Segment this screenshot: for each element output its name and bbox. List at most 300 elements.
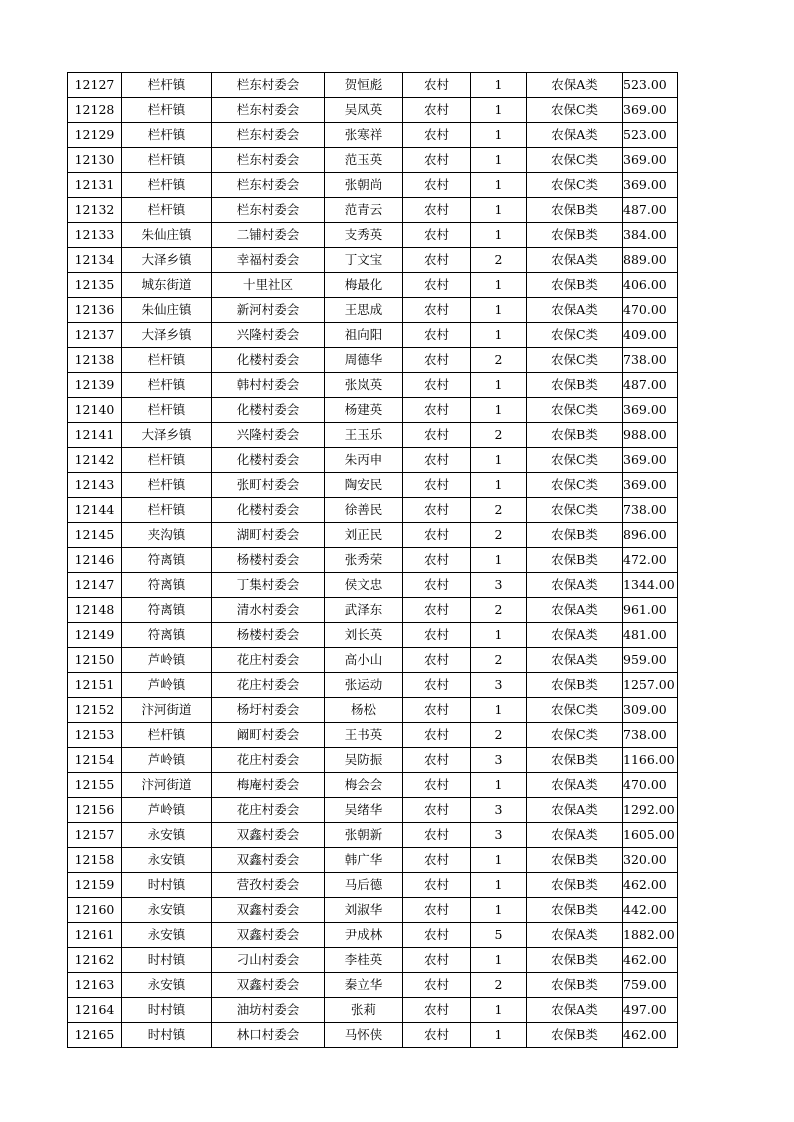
- table-row: [68, 648, 678, 673]
- household-count-cell: 1: [471, 448, 527, 473]
- amount-cell: 462.00: [623, 1023, 678, 1048]
- household-count-cell: 1: [471, 1023, 527, 1048]
- area-type-cell: 农村: [403, 973, 471, 998]
- amount-cell: 369.00: [623, 473, 678, 498]
- household-count-cell: 1: [471, 998, 527, 1023]
- household-count-cell: 1: [471, 773, 527, 798]
- village-cell: 梅庵村委会: [212, 773, 325, 798]
- record-id-cell: 12151: [68, 673, 122, 698]
- name-cell: 范玉英: [325, 148, 403, 173]
- name-cell: 朱丙申: [325, 448, 403, 473]
- table-row: [68, 948, 678, 973]
- household-count-cell: 2: [471, 648, 527, 673]
- area-type-cell: 农村: [403, 598, 471, 623]
- insurance-class-cell: 农保A类: [527, 773, 623, 798]
- name-cell: 侯文忠: [325, 573, 403, 598]
- household-count-cell: 2: [471, 598, 527, 623]
- household-count-cell: 1: [471, 298, 527, 323]
- area-type-cell: 农村: [403, 323, 471, 348]
- amount-cell: 369.00: [623, 398, 678, 423]
- town-cell: 永安镇: [122, 923, 212, 948]
- record-id-cell: 12143: [68, 473, 122, 498]
- area-type-cell: 农村: [403, 448, 471, 473]
- table-row: [68, 573, 678, 598]
- insurance-class-cell: 农保B类: [527, 373, 623, 398]
- town-cell: 永安镇: [122, 823, 212, 848]
- town-cell: 大泽乡镇: [122, 248, 212, 273]
- household-count-cell: 3: [471, 673, 527, 698]
- area-type-cell: 农村: [403, 873, 471, 898]
- name-cell: 梅会会: [325, 773, 403, 798]
- record-id-cell: 12142: [68, 448, 122, 473]
- village-cell: 阚町村委会: [212, 723, 325, 748]
- area-type-cell: 农村: [403, 623, 471, 648]
- area-type-cell: 农村: [403, 748, 471, 773]
- name-cell: 马怀侠: [325, 1023, 403, 1048]
- household-count-cell: 1: [471, 173, 527, 198]
- village-cell: 花庄村委会: [212, 748, 325, 773]
- area-type-cell: 农村: [403, 798, 471, 823]
- amount-cell: 481.00: [623, 623, 678, 648]
- name-cell: 马后德: [325, 873, 403, 898]
- village-cell: 兴隆村委会: [212, 323, 325, 348]
- village-cell: 栏东村委会: [212, 123, 325, 148]
- household-count-cell: 1: [471, 98, 527, 123]
- household-count-cell: 1: [471, 73, 527, 98]
- record-id-cell: 12138: [68, 348, 122, 373]
- table-row: [68, 448, 678, 473]
- name-cell: 张岚英: [325, 373, 403, 398]
- insurance-class-cell: 农保B类: [527, 898, 623, 923]
- table-row: [68, 373, 678, 398]
- area-type-cell: 农村: [403, 473, 471, 498]
- insurance-class-cell: 农保C类: [527, 498, 623, 523]
- town-cell: 朱仙庄镇: [122, 298, 212, 323]
- insurance-class-cell: 农保B类: [527, 223, 623, 248]
- name-cell: 王书英: [325, 723, 403, 748]
- name-cell: 刘正民: [325, 523, 403, 548]
- village-cell: 栏东村委会: [212, 73, 325, 98]
- town-cell: 栏杆镇: [122, 173, 212, 198]
- area-type-cell: 农村: [403, 673, 471, 698]
- insurance-class-cell: 农保A类: [527, 923, 623, 948]
- name-cell: 丁文宝: [325, 248, 403, 273]
- insurance-class-cell: 农保B类: [527, 973, 623, 998]
- table-row: [68, 898, 678, 923]
- amount-cell: 369.00: [623, 448, 678, 473]
- record-id-cell: 12141: [68, 423, 122, 448]
- area-type-cell: 农村: [403, 73, 471, 98]
- insurance-class-cell: 农保A类: [527, 123, 623, 148]
- amount-cell: 409.00: [623, 323, 678, 348]
- table-row: [68, 523, 678, 548]
- insurance-class-cell: 农保C类: [527, 173, 623, 198]
- village-cell: 杨圩村委会: [212, 698, 325, 723]
- table-row: [68, 823, 678, 848]
- household-count-cell: 1: [471, 623, 527, 648]
- village-cell: 化楼村委会: [212, 498, 325, 523]
- household-count-cell: 1: [471, 373, 527, 398]
- record-id-cell: 12157: [68, 823, 122, 848]
- name-cell: 贺恒彪: [325, 73, 403, 98]
- insurance-class-cell: 农保B类: [527, 748, 623, 773]
- table-row: [68, 998, 678, 1023]
- name-cell: 张寒祥: [325, 123, 403, 148]
- household-count-cell: 3: [471, 798, 527, 823]
- amount-cell: 988.00: [623, 423, 678, 448]
- insurance-class-cell: 农保A类: [527, 598, 623, 623]
- amount-cell: 1292.00: [623, 798, 678, 823]
- record-id-cell: 12131: [68, 173, 122, 198]
- record-id-cell: 12129: [68, 123, 122, 148]
- town-cell: 符离镇: [122, 573, 212, 598]
- insurance-class-cell: 农保B类: [527, 848, 623, 873]
- household-count-cell: 1: [471, 323, 527, 348]
- insurance-class-cell: 农保A类: [527, 248, 623, 273]
- village-cell: 化楼村委会: [212, 398, 325, 423]
- insurance-class-cell: 农保C类: [527, 398, 623, 423]
- area-type-cell: 农村: [403, 348, 471, 373]
- name-cell: 梅最化: [325, 273, 403, 298]
- record-id-cell: 12163: [68, 973, 122, 998]
- record-id-cell: 12146: [68, 548, 122, 573]
- record-id-cell: 12145: [68, 523, 122, 548]
- name-cell: 王玉乐: [325, 423, 403, 448]
- table-row: [68, 923, 678, 948]
- village-cell: 张町村委会: [212, 473, 325, 498]
- amount-cell: 959.00: [623, 648, 678, 673]
- area-type-cell: 农村: [403, 773, 471, 798]
- table-row: [68, 398, 678, 423]
- record-id-cell: 12127: [68, 73, 122, 98]
- household-count-cell: 1: [471, 148, 527, 173]
- amount-cell: 462.00: [623, 873, 678, 898]
- area-type-cell: 农村: [403, 898, 471, 923]
- record-id-cell: 12158: [68, 848, 122, 873]
- record-id-cell: 12134: [68, 248, 122, 273]
- record-id-cell: 12139: [68, 373, 122, 398]
- insurance-class-cell: 农保B类: [527, 523, 623, 548]
- name-cell: 吴凤英: [325, 98, 403, 123]
- record-id-cell: 12136: [68, 298, 122, 323]
- name-cell: 周德华: [325, 348, 403, 373]
- town-cell: 栏杆镇: [122, 198, 212, 223]
- name-cell: 李桂英: [325, 948, 403, 973]
- table-row: [68, 123, 678, 148]
- table-row: [68, 773, 678, 798]
- amount-cell: 759.00: [623, 973, 678, 998]
- name-cell: 杨建英: [325, 398, 403, 423]
- amount-cell: 462.00: [623, 948, 678, 973]
- area-type-cell: 农村: [403, 98, 471, 123]
- record-id-cell: 12164: [68, 998, 122, 1023]
- household-count-cell: 2: [471, 248, 527, 273]
- insurance-class-cell: 农保C类: [527, 698, 623, 723]
- name-cell: 祖向阳: [325, 323, 403, 348]
- area-type-cell: 农村: [403, 998, 471, 1023]
- village-cell: 刁山村委会: [212, 948, 325, 973]
- household-count-cell: 2: [471, 523, 527, 548]
- record-id-cell: 12132: [68, 198, 122, 223]
- insurance-class-cell: 农保B类: [527, 423, 623, 448]
- town-cell: 城东街道: [122, 273, 212, 298]
- name-cell: 徐善民: [325, 498, 403, 523]
- town-cell: 栏杆镇: [122, 98, 212, 123]
- record-id-cell: 12144: [68, 498, 122, 523]
- amount-cell: 523.00: [623, 73, 678, 98]
- town-cell: 时村镇: [122, 1023, 212, 1048]
- household-count-cell: 1: [471, 898, 527, 923]
- household-count-cell: 2: [471, 973, 527, 998]
- table-row: [68, 848, 678, 873]
- insurance-class-cell: 农保B类: [527, 273, 623, 298]
- table-row: [68, 973, 678, 998]
- record-id-cell: 12155: [68, 773, 122, 798]
- table-row: [68, 473, 678, 498]
- household-count-cell: 2: [471, 348, 527, 373]
- town-cell: 汴河街道: [122, 773, 212, 798]
- table-row: [68, 498, 678, 523]
- town-cell: 芦岭镇: [122, 673, 212, 698]
- amount-cell: 406.00: [623, 273, 678, 298]
- area-type-cell: 农村: [403, 498, 471, 523]
- table-row: [68, 298, 678, 323]
- insurance-class-cell: 农保B类: [527, 198, 623, 223]
- record-id-cell: 12161: [68, 923, 122, 948]
- amount-cell: 889.00: [623, 248, 678, 273]
- insurance-class-cell: 农保A类: [527, 798, 623, 823]
- amount-cell: 309.00: [623, 698, 678, 723]
- record-id-cell: 12147: [68, 573, 122, 598]
- name-cell: 张莉: [325, 998, 403, 1023]
- table-row: [68, 148, 678, 173]
- town-cell: 时村镇: [122, 998, 212, 1023]
- record-id-cell: 12159: [68, 873, 122, 898]
- amount-cell: 961.00: [623, 598, 678, 623]
- record-id-cell: 12152: [68, 698, 122, 723]
- name-cell: 刘长英: [325, 623, 403, 648]
- table-row: [68, 673, 678, 698]
- village-cell: 二铺村委会: [212, 223, 325, 248]
- area-type-cell: 农村: [403, 548, 471, 573]
- table-row: [68, 748, 678, 773]
- area-type-cell: 农村: [403, 373, 471, 398]
- village-cell: 栏东村委会: [212, 98, 325, 123]
- area-type-cell: 农村: [403, 1023, 471, 1048]
- name-cell: 吴防振: [325, 748, 403, 773]
- insurance-class-cell: 农保C类: [527, 323, 623, 348]
- area-type-cell: 农村: [403, 523, 471, 548]
- insurance-class-cell: 农保C类: [527, 448, 623, 473]
- household-count-cell: 1: [471, 873, 527, 898]
- name-cell: 张朝尚: [325, 173, 403, 198]
- record-id-cell: 12135: [68, 273, 122, 298]
- table-row: [68, 198, 678, 223]
- amount-cell: 442.00: [623, 898, 678, 923]
- village-cell: 营孜村委会: [212, 873, 325, 898]
- town-cell: 栏杆镇: [122, 473, 212, 498]
- amount-cell: 738.00: [623, 723, 678, 748]
- record-id-cell: 12162: [68, 948, 122, 973]
- record-id-cell: 12130: [68, 148, 122, 173]
- insurance-class-cell: 农保C类: [527, 348, 623, 373]
- insurance-class-cell: 农保B类: [527, 548, 623, 573]
- town-cell: 朱仙庄镇: [122, 223, 212, 248]
- village-cell: 林口村委会: [212, 1023, 325, 1048]
- table-row: [68, 348, 678, 373]
- area-type-cell: 农村: [403, 198, 471, 223]
- town-cell: 栏杆镇: [122, 148, 212, 173]
- household-count-cell: 3: [471, 573, 527, 598]
- name-cell: 秦立华: [325, 973, 403, 998]
- town-cell: 永安镇: [122, 898, 212, 923]
- insurance-class-cell: 农保C类: [527, 473, 623, 498]
- household-count-cell: 1: [471, 548, 527, 573]
- household-count-cell: 1: [471, 948, 527, 973]
- table-row: [68, 73, 678, 98]
- village-cell: 双鑫村委会: [212, 823, 325, 848]
- household-count-cell: 1: [471, 473, 527, 498]
- insurance-class-cell: 农保C类: [527, 148, 623, 173]
- record-id-cell: 12140: [68, 398, 122, 423]
- area-type-cell: 农村: [403, 123, 471, 148]
- name-cell: 吴绪华: [325, 798, 403, 823]
- record-id-cell: 12150: [68, 648, 122, 673]
- household-count-cell: 2: [471, 723, 527, 748]
- record-id-cell: 12137: [68, 323, 122, 348]
- amount-cell: 497.00: [623, 998, 678, 1023]
- name-cell: 张朝新: [325, 823, 403, 848]
- amount-cell: 369.00: [623, 148, 678, 173]
- area-type-cell: 农村: [403, 248, 471, 273]
- village-cell: 花庄村委会: [212, 648, 325, 673]
- insurance-class-cell: 农保A类: [527, 823, 623, 848]
- area-type-cell: 农村: [403, 273, 471, 298]
- town-cell: 栏杆镇: [122, 398, 212, 423]
- name-cell: 刘淑华: [325, 898, 403, 923]
- insurance-class-cell: 农保B类: [527, 873, 623, 898]
- name-cell: 尹成林: [325, 923, 403, 948]
- town-cell: 芦岭镇: [122, 798, 212, 823]
- town-cell: 夹沟镇: [122, 523, 212, 548]
- insurance-class-cell: 农保B类: [527, 673, 623, 698]
- area-type-cell: 农村: [403, 648, 471, 673]
- village-cell: 花庄村委会: [212, 798, 325, 823]
- amount-cell: 369.00: [623, 98, 678, 123]
- village-cell: 湖町村委会: [212, 523, 325, 548]
- area-type-cell: 农村: [403, 398, 471, 423]
- record-id-cell: 12156: [68, 798, 122, 823]
- town-cell: 时村镇: [122, 873, 212, 898]
- name-cell: 杨松: [325, 698, 403, 723]
- area-type-cell: 农村: [403, 423, 471, 448]
- village-cell: 双鑫村委会: [212, 848, 325, 873]
- town-cell: 符离镇: [122, 623, 212, 648]
- name-cell: 高小山: [325, 648, 403, 673]
- town-cell: 永安镇: [122, 848, 212, 873]
- area-type-cell: 农村: [403, 848, 471, 873]
- amount-cell: 738.00: [623, 348, 678, 373]
- amount-cell: 487.00: [623, 373, 678, 398]
- amount-cell: 1166.00: [623, 748, 678, 773]
- insurance-class-cell: 农保A类: [527, 998, 623, 1023]
- area-type-cell: 农村: [403, 948, 471, 973]
- table-row: [68, 723, 678, 748]
- insurance-class-cell: 农保A类: [527, 73, 623, 98]
- household-count-cell: 1: [471, 223, 527, 248]
- record-id-cell: 12160: [68, 898, 122, 923]
- town-cell: 栏杆镇: [122, 448, 212, 473]
- village-cell: 韩村村委会: [212, 373, 325, 398]
- village-cell: 兴隆村委会: [212, 423, 325, 448]
- household-count-cell: 3: [471, 748, 527, 773]
- area-type-cell: 农村: [403, 148, 471, 173]
- records-table: [67, 72, 678, 1048]
- village-cell: 化楼村委会: [212, 348, 325, 373]
- village-cell: 十里社区: [212, 273, 325, 298]
- amount-cell: 523.00: [623, 123, 678, 148]
- record-id-cell: 12133: [68, 223, 122, 248]
- name-cell: 张运动: [325, 673, 403, 698]
- household-count-cell: 5: [471, 923, 527, 948]
- table-row: [68, 273, 678, 298]
- insurance-class-cell: 农保C类: [527, 723, 623, 748]
- table-row: [68, 698, 678, 723]
- insurance-class-cell: 农保A类: [527, 648, 623, 673]
- record-id-cell: 12148: [68, 598, 122, 623]
- record-id-cell: 12154: [68, 748, 122, 773]
- town-cell: 栏杆镇: [122, 348, 212, 373]
- village-cell: 花庄村委会: [212, 673, 325, 698]
- village-cell: 栏东村委会: [212, 173, 325, 198]
- insurance-class-cell: 农保B类: [527, 948, 623, 973]
- village-cell: 新河村委会: [212, 298, 325, 323]
- household-count-cell: 1: [471, 123, 527, 148]
- village-cell: 栏东村委会: [212, 198, 325, 223]
- amount-cell: 384.00: [623, 223, 678, 248]
- household-count-cell: 1: [471, 398, 527, 423]
- name-cell: 韩广华: [325, 848, 403, 873]
- amount-cell: 369.00: [623, 173, 678, 198]
- village-cell: 丁集村委会: [212, 573, 325, 598]
- insurance-class-cell: 农保A类: [527, 623, 623, 648]
- town-cell: 栏杆镇: [122, 723, 212, 748]
- village-cell: 化楼村委会: [212, 448, 325, 473]
- amount-cell: 1257.00: [623, 673, 678, 698]
- amount-cell: 470.00: [623, 298, 678, 323]
- amount-cell: 470.00: [623, 773, 678, 798]
- amount-cell: 738.00: [623, 498, 678, 523]
- insurance-class-cell: 农保B类: [527, 1023, 623, 1048]
- name-cell: 王思成: [325, 298, 403, 323]
- area-type-cell: 农村: [403, 823, 471, 848]
- area-type-cell: 农村: [403, 698, 471, 723]
- town-cell: 芦岭镇: [122, 748, 212, 773]
- amount-cell: 487.00: [623, 198, 678, 223]
- town-cell: 时村镇: [122, 948, 212, 973]
- record-id-cell: 12149: [68, 623, 122, 648]
- insurance-class-cell: 农保A类: [527, 298, 623, 323]
- town-cell: 符离镇: [122, 548, 212, 573]
- table-row: [68, 623, 678, 648]
- amount-cell: 1605.00: [623, 823, 678, 848]
- town-cell: 栏杆镇: [122, 123, 212, 148]
- town-cell: 大泽乡镇: [122, 323, 212, 348]
- amount-cell: 896.00: [623, 523, 678, 548]
- town-cell: 栏杆镇: [122, 73, 212, 98]
- town-cell: 符离镇: [122, 598, 212, 623]
- village-cell: 油坊村委会: [212, 998, 325, 1023]
